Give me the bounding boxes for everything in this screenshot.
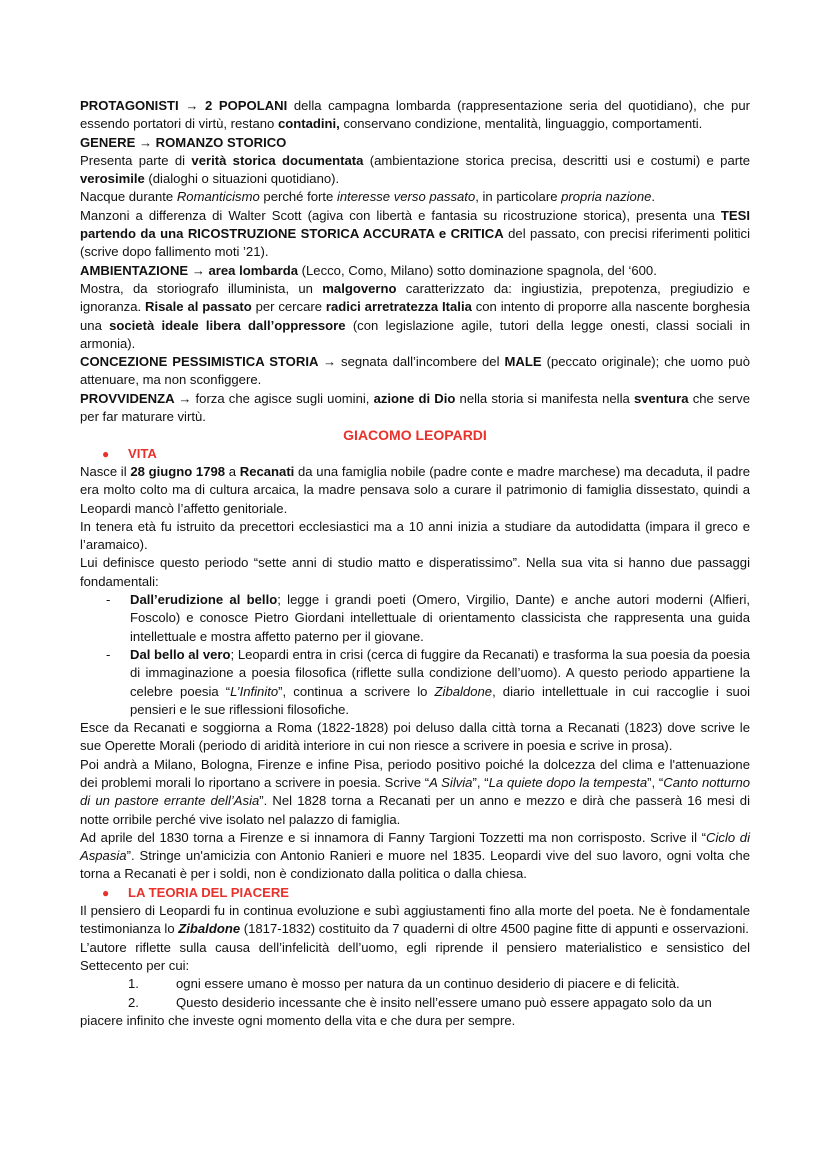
paragraph-definisce: Lui definisce questo periodo “sette anni di studio matto e disperatissimo”. Nella sua vita si hanno due passaggi fondamentali: bbox=[80, 555, 750, 589]
bullet-teoria-piacere bbox=[102, 884, 750, 902]
paragraph-aprile: Ad aprile del 1830 torna a Firenze e si innamora di Fanny Targioni Tozzetti ma non corrisposto. Scrive il “Ciclo di Aspasia”. Stringe un'amicizia con Antonio Ranieri e muore nel 1835. Leopardi vive del suo lavoro, ogni volta che torna a Recanati è per i soldi, non è condizionato dalla politica o dalla chiesa. bbox=[80, 829, 750, 882]
paragraph-nacque: Nacque durante Romanticismo perché forte interesse verso passato, in particolare propria nazione. bbox=[80, 189, 656, 205]
paragraph-nascita: Nasce il 28 giugno 1798 a Recanati da una famiglia nobile (padre conte e madre marchese) ma decaduta, il padre era molto colto ma di cultura arcaica, la madre pensava solo a curare il patrimonio di famiglia dissestato, quindi a Leopardi mancò l’affetto genitoriale. bbox=[80, 463, 750, 516]
list-item-erudizione: - Dall’erudizione al bello; legge i grandi poeti (Omero, Virgilio, Dante) e anche autori moderni (Alfieri, Foscolo) e conosce Pietro Giordani intellettuale di orientamento classicista che rappresenta una guida intellettuale e mostra affetto paterno per il giovane. bbox=[106, 592, 750, 644]
bullet-vita bbox=[102, 445, 750, 463]
paragraph-protagonisti: PROTAGONISTI → 2 POPOLANI della campagna lombarda (rappresentazione seria del quotidiano), che pur essendo portatori di virtù, restano contadini, conservano condizione, mentalità, linguaggio, comportamenti. bbox=[80, 98, 750, 132]
paragraph-provvidenza: PROVVIDENZA → forza che agisce sugli uomini, azione di Dio nella storia si manifesta nella sventura che serve per far maturare virtù. bbox=[80, 390, 751, 425]
heading-genere: GENERE → ROMANZO STORICO bbox=[80, 134, 287, 150]
section-title-leopardi: GIACOMO LEOPARDI bbox=[343, 427, 487, 444]
document-page bbox=[80, 97, 750, 1030]
bullet-label: LA TEORIA DEL PIACERE bbox=[128, 884, 290, 900]
paragraph-mostra: Mostra, da storiografo illuminista, un malgoverno caratterizzato da: ingiustizia, prepotenza, pregiudizio e ignoranza. Risale al passato per cercare radici arretratezza Italia con intento di proporre alla nascente borghesia una società ideale libera dall’oppressore (con legislazione agile, tutori della legge onesti, classi sociali in armonia). bbox=[80, 280, 751, 351]
paragraph-pensiero: Il pensiero di Leopardi fu in continua evoluzione e subì aggiustamenti fino alla morte del poeta. Ne è fondamentale testimonianza lo Zibaldone (1817-1832) costituito da 7 quaderni di oltre 4500 pagine fitte di appunti e osservazioni. bbox=[80, 903, 750, 937]
bullet-dot-icon: ● bbox=[102, 885, 110, 900]
paragraph-scott: Manzoni a differenza di Walter Scott (agiva con libertà e fantasia su ricostruzione storica), presenta una TESI partendo da una RICOSTRUZIONE STORICA ACCURATA e CRITICA del passato, con precisi riferimenti politici (scrive dopo fallimento moti ’21). bbox=[80, 207, 751, 260]
paragraph-istruito: In tenera età fu istruito da precettori ecclesiastici ma a 10 anni inizia a studiare da autodidatta (impara il greco e l’aramaico). bbox=[80, 518, 750, 553]
numbered-item-2-continuation: piacere infinito che investe ogni momento della vita e che dura per sempre. bbox=[80, 1012, 516, 1028]
numbered-item-1: 1. ogni essere umano è mosso per natura da un continuo desiderio di piacere e di felicità. bbox=[128, 976, 680, 992]
bullet-label: VITA bbox=[128, 445, 157, 461]
paragraph-autore: L’autore riflette sulla causa dell’infelicità dell’uomo, egli riprende il pensiero materialistico e sensistico del Settecento per cui: bbox=[80, 939, 750, 973]
bullet-dot-icon: ● bbox=[102, 446, 110, 461]
paragraph-concezione: CONCEZIONE PESSIMISTICA STORIA → segnata dall’incombere del MALE (peccato originale); che uomo può attenuare, ma non sconfiggere. bbox=[80, 354, 750, 388]
paragraph-ambientazione: AMBIENTAZIONE → area lombarda (Lecco, Como, Milano) sotto dominazione spagnola, del ‘600. bbox=[80, 262, 657, 278]
paragraph-presenta: Presenta parte di verità storica documentata (ambientazione storica precisa, descritti usi e costumi) e parte verosimile (dialoghi o situazioni quotidiano). bbox=[80, 152, 751, 187]
numbered-item-2: 2. Questo desiderio incessante che è insito nell’essere umano può essere appagato solo da un bbox=[128, 994, 712, 1010]
paragraph-roma: Esce da Recanati e soggiorna a Roma (1822-1828) poi deluso dalla città torna a Recanati (1823) dove scrive le sue Operette Morali (periodo di aridità interiore in cui non riesce a scrivere in poesia e scrive in prosa). bbox=[80, 720, 750, 754]
paragraph-milano: Poi andrà a Milano, Bologna, Firenze e infine Pisa, periodo positivo poiché la dolcezza del clima e l'attenuazione dei problemi morali lo riportano a scrivere in poesia. Scrive “A Silvia”, “La quiete dopo la tempesta”, “Canto notturno di un pastore errante dell’Asia”. Nel 1828 torna a Recanati per un anno e mezzo e dirà che passerà 16 mesi di notte orribile perché vive isolato nel palazzo di famiglia. bbox=[80, 756, 751, 827]
list-item-bello-vero: - Dal bello al vero; Leopardi entra in crisi (cerca di fuggire da Recanati) e trasforma la sua poesia da poesia di immaginazione a poesia filosofica (riflette sulla condizione dell’uomo). A questo periodo appartiene la celebre poesia “L’Infinito”, continua a scrivere lo Zibaldone, diario intellettuale in cui raccoglie i suoi pensieri e le sue riflessioni filosofiche. bbox=[106, 646, 751, 717]
